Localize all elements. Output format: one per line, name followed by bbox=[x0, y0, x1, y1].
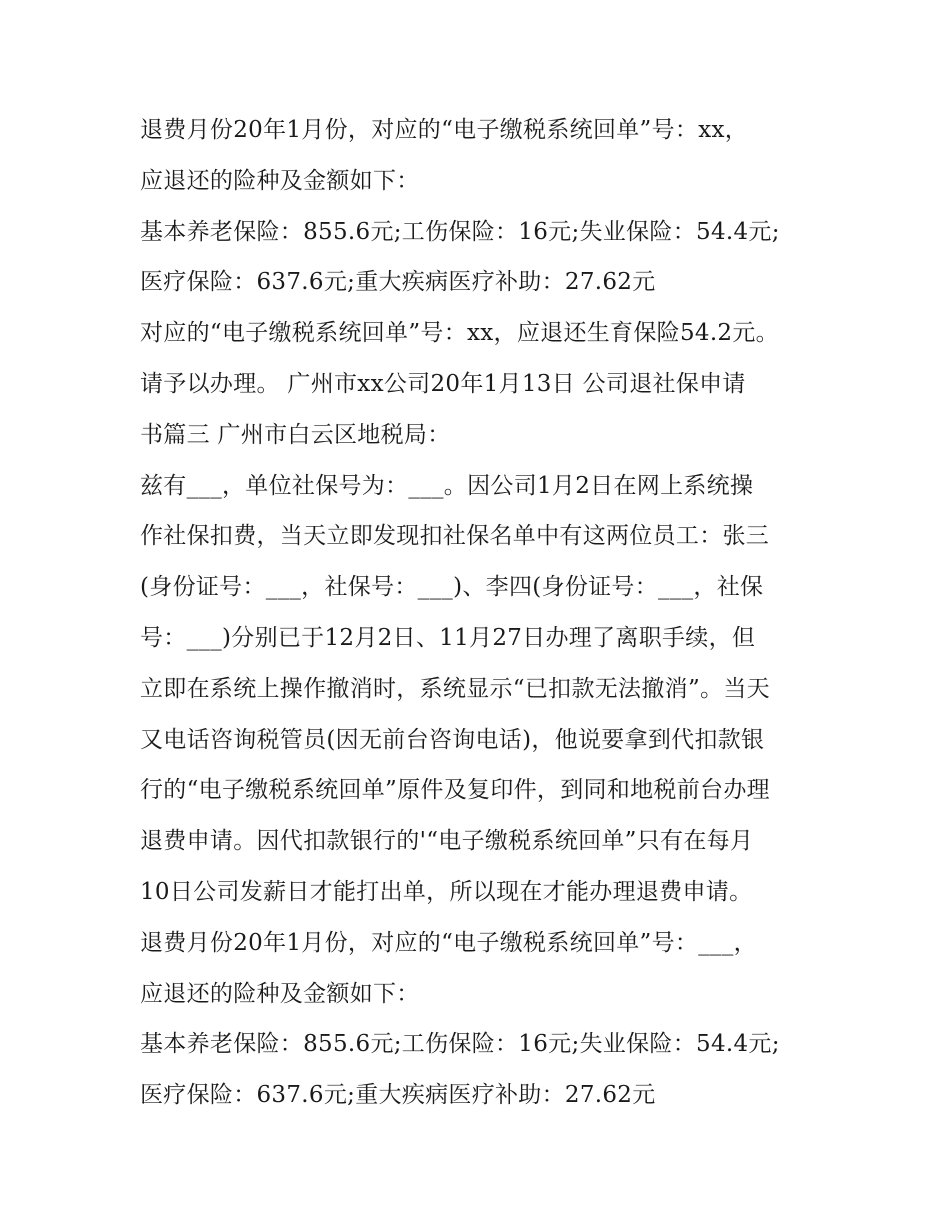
text-line-15: 退费申请。因代扣款银行的'“电子缴税系统回单”只有在每月 bbox=[140, 828, 754, 855]
text-line-6: 请予以办理。 广州市xx公司20年1月13日 公司退社保申请 bbox=[140, 370, 746, 397]
text-line-3: 基本养老保险：855.6元;工伤保险：16元;失业保险：54.4元; bbox=[140, 218, 780, 245]
text-line-18: 应退还的险种及金额如下： bbox=[140, 980, 420, 1007]
text-line-13: 又电话咨询税管员(因无前台咨询电话)，他说要拿到代扣款银 bbox=[140, 726, 765, 753]
text-line-4: 医疗保险：637.6元;重大疾病医疗补助：27.62元 bbox=[140, 269, 656, 296]
text-line-17: 退费月份20年1月份，对应的“电子缴税系统回单”号：___， bbox=[140, 929, 757, 956]
text-line-9: 作社保扣费，当天立即发现扣社保名单中有这两位员工：张三 bbox=[140, 523, 770, 550]
text-line-5: 对应的“电子缴税系统回单”号：xx，应退还生育保险54.2元。 bbox=[140, 320, 779, 347]
text-line-2: 应退还的险种及金额如下： bbox=[140, 167, 420, 194]
text-line-20: 医疗保险：637.6元;重大疾病医疗补助：27.62元 bbox=[140, 1082, 656, 1109]
text-line-14: 行的“电子缴税系统回单”原件及复印件，到同和地税前台办理 bbox=[140, 777, 770, 804]
text-line-12: 立即在系统上操作撤消时，系统显示“已扣款无法撤消”。当天 bbox=[140, 675, 770, 702]
text-line-1: 退费月份20年1月份，对应的“电子缴税系统回单”号：xx， bbox=[140, 117, 749, 143]
text-line-11: 号：___)分别已于12月2日、11月27日办理了离职手续，但 bbox=[140, 624, 756, 651]
text-line-10: (身份证号：___，社保号：___)、李四(身份证号：___，社保 bbox=[140, 574, 764, 601]
text-line-7: 书篇三 广州市白云区地税局： bbox=[140, 421, 451, 448]
text-line-8: 兹有___，单位社保号为：___。因公司1月2日在网上系统操 bbox=[140, 472, 754, 499]
text-line-16: 10日公司发薪日才能打出单，所以现在才能办理退费申请。 bbox=[140, 878, 753, 905]
document-body bbox=[140, 110, 820, 1126]
text-line-19: 基本养老保险：855.6元;工伤保险：16元;失业保险：54.4元; bbox=[140, 1031, 780, 1058]
